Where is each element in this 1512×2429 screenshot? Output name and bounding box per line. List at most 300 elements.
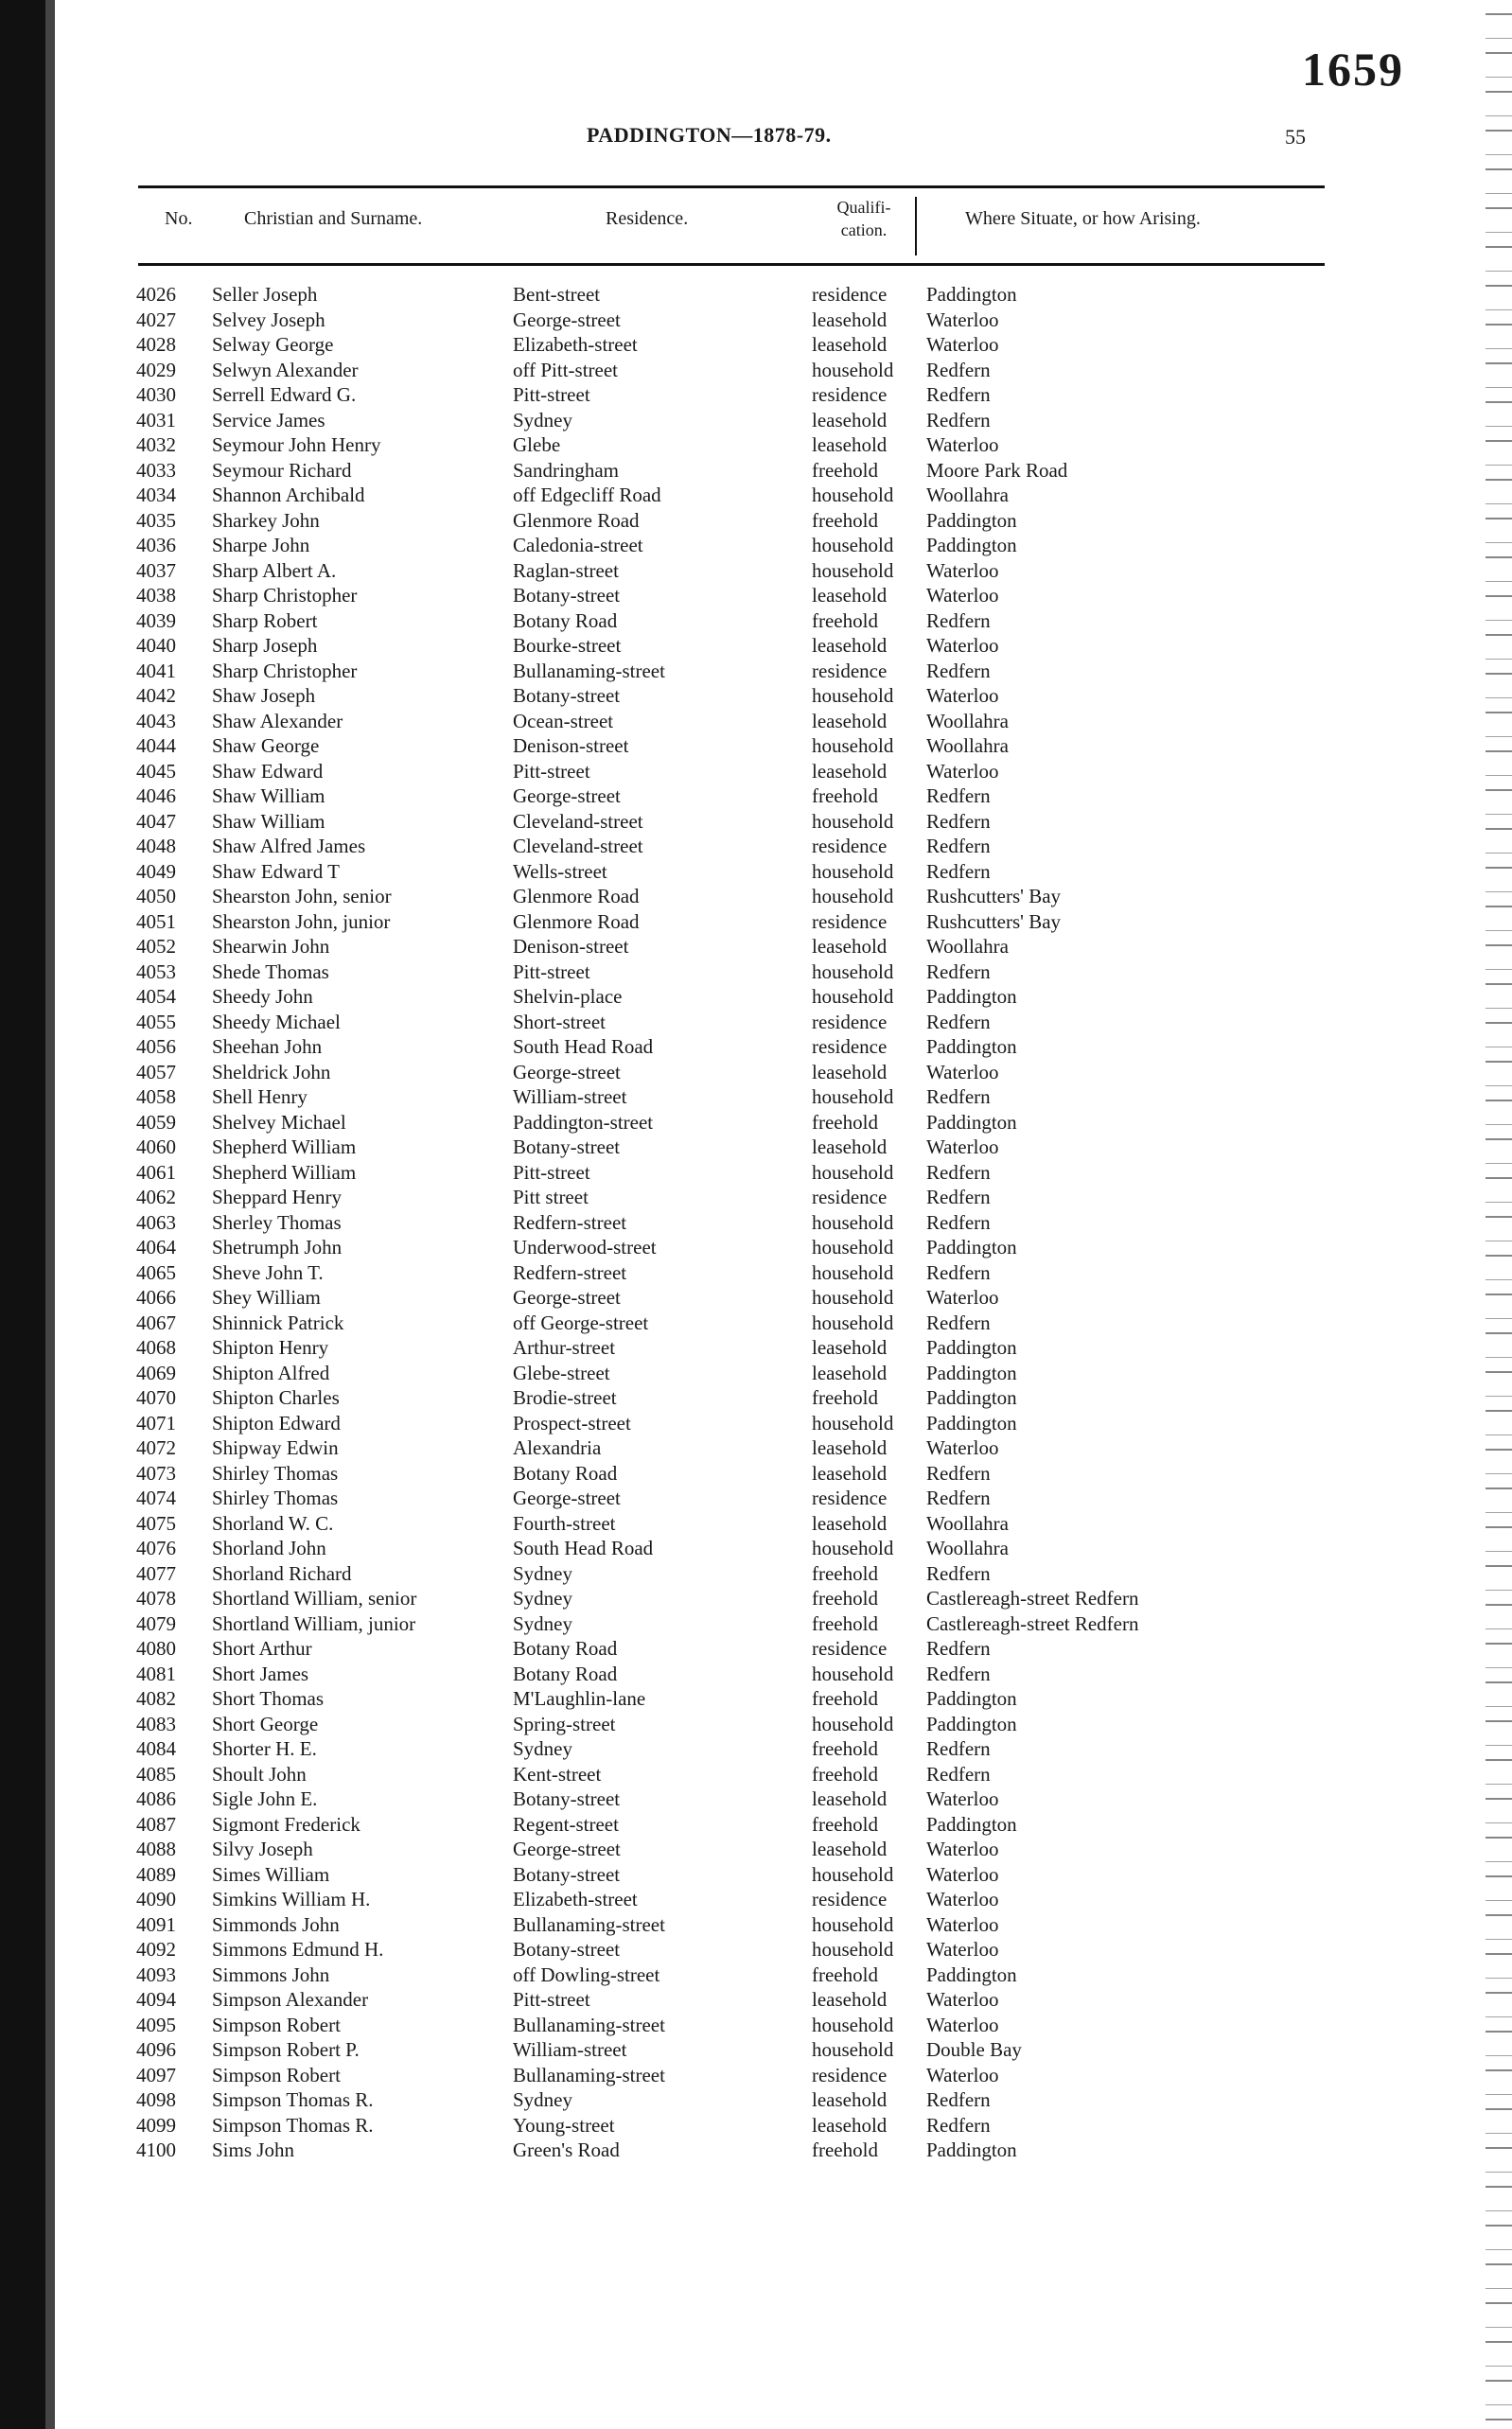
- entry-where-situate: Redfern: [926, 1186, 991, 1208]
- entry-number: 4085: [136, 1762, 176, 1786]
- entry-qualification: household: [812, 734, 894, 757]
- entry-qualification: household: [812, 1411, 894, 1435]
- entry-where-situate: Redfern: [926, 1210, 991, 1234]
- entry-qualification: freehold: [812, 458, 878, 482]
- entry-qualification: household: [812, 985, 894, 1008]
- entry-number: 4048: [136, 835, 176, 857]
- entry-name: Shipway Edwin: [212, 1436, 339, 1459]
- entry-where-situate: Paddington: [926, 1336, 1017, 1359]
- entry-number: 4081: [136, 1662, 176, 1685]
- entry-qualification: freehold: [812, 1762, 878, 1786]
- entry-qualification: residence: [812, 1035, 888, 1058]
- entry-residence: Sandringham: [513, 458, 619, 482]
- table-row: [95, 1611, 1325, 1637]
- entry-where-situate: Paddington: [926, 2139, 1017, 2161]
- entry-residence: Bullanaming-street: [513, 1912, 665, 1936]
- entry-qualification: leasehold: [812, 1988, 888, 2011]
- entry-where-situate: Double Bay: [926, 2038, 1022, 2061]
- table-row: [95, 834, 1325, 859]
- entry-where-situate: Rushcutters' Bay: [926, 909, 1062, 933]
- entry-where-situate: Redfern: [926, 859, 991, 883]
- table-row: [95, 2113, 1325, 2139]
- entry-name: Simmonds John: [212, 1912, 340, 1936]
- column-header-no: No.: [165, 208, 193, 229]
- entry-qualification: residence: [812, 1888, 888, 1910]
- entry-where-situate: Waterloo: [926, 1938, 999, 1961]
- table-row: [95, 1185, 1325, 1210]
- page-number: 55: [1285, 125, 1306, 149]
- entry-where-situate: Waterloo: [926, 1060, 999, 1083]
- entry-where-situate: Waterloo: [926, 634, 999, 657]
- entry-name: Shinnick Patrick: [212, 1311, 344, 1334]
- entry-residence: Regent-street: [513, 1812, 619, 1836]
- entry-qualification: household: [812, 1160, 894, 1184]
- entry-name: Short James: [212, 1662, 309, 1685]
- entry-qualification: household: [812, 1311, 894, 1334]
- table-row: [95, 1561, 1325, 1587]
- table-row: [95, 558, 1325, 584]
- entry-qualification: household: [812, 1938, 894, 1961]
- entry-qualification: residence: [812, 1487, 888, 1509]
- entry-name: Shirley Thomas: [212, 1461, 339, 1485]
- entry-number: 4087: [136, 1812, 176, 1836]
- entry-qualification: leasehold: [812, 1436, 888, 1459]
- table-row: [95, 1712, 1325, 1737]
- entry-where-situate: Woollahra: [926, 709, 1009, 732]
- entry-number: 4097: [136, 2063, 176, 2086]
- entry-where-situate: Woollahra: [926, 1537, 1009, 1559]
- table-row: [95, 1862, 1325, 1888]
- entry-residence: Sydney: [513, 1587, 572, 1610]
- table-row: [95, 483, 1325, 508]
- entry-where-situate: Redfern: [926, 2088, 991, 2111]
- entry-qualification: residence: [812, 659, 888, 682]
- entry-name: Shipton Alfred: [212, 1361, 330, 1384]
- entry-residence: Kent-street: [513, 1762, 602, 1786]
- table-row: [95, 1887, 1325, 1912]
- table-row: [95, 959, 1325, 985]
- entry-name: Sharp Christopher: [212, 659, 358, 682]
- entry-number: 4046: [136, 784, 176, 807]
- entry-residence: Glebe-street: [513, 1361, 610, 1384]
- table-row: [95, 709, 1325, 734]
- entry-name: Shirley Thomas: [212, 1487, 339, 1509]
- entry-qualification: leasehold: [812, 308, 888, 331]
- entry-number: 4074: [136, 1487, 176, 1509]
- column-header-where: Where Situate, or how Arising.: [965, 208, 1201, 229]
- table-row: [95, 432, 1325, 458]
- table-row: [95, 308, 1325, 333]
- entry-where-situate: Paddington: [926, 1812, 1017, 1836]
- entry-where-situate: Paddington: [926, 985, 1017, 1008]
- entry-residence: Botany-street: [513, 1938, 621, 1961]
- entry-number: 4062: [136, 1186, 176, 1208]
- entry-residence: off Dowling-street: [513, 1963, 660, 1986]
- entry-residence: Spring-street: [513, 1712, 616, 1735]
- entry-name: Service James: [212, 408, 325, 431]
- table-row: [95, 759, 1325, 784]
- table-row: [95, 809, 1325, 835]
- entry-number: 4075: [136, 1511, 176, 1535]
- entry-number: 4092: [136, 1938, 176, 1961]
- table-row: [95, 1736, 1325, 1762]
- entry-residence: Raglan-street: [513, 558, 619, 582]
- entry-where-situate: Redfern: [926, 1637, 991, 1660]
- entry-qualification: leasehold: [812, 2113, 888, 2137]
- entry-name: Shelvey Michael: [212, 1110, 346, 1134]
- table-row: [95, 633, 1325, 659]
- entry-number: 4061: [136, 1160, 176, 1184]
- entry-qualification: residence: [812, 1010, 888, 1033]
- entry-where-situate: Waterloo: [926, 1988, 999, 2011]
- page-edge: [1486, 0, 1512, 2429]
- table-row: [95, 859, 1325, 885]
- entry-name: Shorland W. C.: [212, 1511, 334, 1535]
- entry-where-situate: Waterloo: [926, 1862, 999, 1886]
- entry-residence: Botany Road: [513, 1662, 618, 1685]
- entry-name: Shaw Alfred James: [212, 835, 366, 857]
- entry-number: 4037: [136, 558, 176, 582]
- entry-residence: Pitt street: [513, 1186, 589, 1208]
- entry-name: Simpson Alexander: [212, 1988, 369, 2011]
- entry-name: Sharp Christopher: [212, 584, 358, 607]
- entry-name: Simpson Thomas R.: [212, 2088, 374, 2111]
- entry-name: Shannon Archibald: [212, 484, 365, 506]
- entry-number: 4054: [136, 985, 176, 1008]
- entry-number: 4056: [136, 1035, 176, 1058]
- entry-number: 4035: [136, 508, 176, 532]
- entry-where-situate: Moore Park Road: [926, 458, 1068, 482]
- entry-where-situate: Woollahra: [926, 1511, 1009, 1535]
- entry-where-situate: Paddington: [926, 1035, 1017, 1058]
- table-row: [95, 1160, 1325, 1186]
- entry-number: 4065: [136, 1260, 176, 1284]
- entry-qualification: leasehold: [812, 634, 888, 657]
- entry-residence: Elizabeth-street: [513, 1888, 638, 1910]
- entry-name: Shearston John, senior: [212, 885, 392, 907]
- entry-residence: Pitt-street: [513, 1988, 590, 2011]
- entry-number: 4030: [136, 383, 176, 406]
- table-row: [95, 583, 1325, 608]
- entry-where-situate: Waterloo: [926, 759, 999, 783]
- entry-number: 4084: [136, 1737, 176, 1760]
- entry-number: 4040: [136, 634, 176, 657]
- entry-where-situate: Redfern: [926, 1311, 991, 1334]
- entry-qualification: leasehold: [812, 1461, 888, 1485]
- table-row: [95, 332, 1325, 358]
- table-row: [95, 1511, 1325, 1537]
- entry-qualification: residence: [812, 383, 888, 406]
- entry-name: Shearston John, junior: [212, 909, 391, 933]
- entry-residence: Pitt-street: [513, 959, 590, 983]
- entry-residence: Ocean-street: [513, 709, 614, 732]
- folio-number: 1659: [1302, 43, 1404, 96]
- entry-qualification: leasehold: [812, 433, 888, 456]
- table-row: [95, 1084, 1325, 1110]
- table-row: [95, 1787, 1325, 1812]
- entry-where-situate: Redfern: [926, 835, 991, 857]
- entry-residence: Green's Road: [513, 2139, 620, 2161]
- entry-qualification: household: [812, 1862, 894, 1886]
- entry-name: Sheppard Henry: [212, 1186, 343, 1208]
- entry-qualification: household: [812, 1260, 894, 1284]
- entry-number: 4045: [136, 759, 176, 783]
- entry-residence: off George-street: [513, 1311, 649, 1334]
- entry-where-situate: Redfern: [926, 1561, 991, 1585]
- entry-number: 4090: [136, 1888, 176, 1910]
- entry-qualification: leasehold: [812, 408, 888, 431]
- entry-number: 4041: [136, 659, 176, 682]
- table-row: [95, 1361, 1325, 1386]
- entry-qualification: leasehold: [812, 584, 888, 607]
- entry-where-situate: Paddington: [926, 1386, 1017, 1409]
- entry-qualification: freehold: [812, 1963, 878, 1986]
- entry-residence: Caledonia-street: [513, 534, 643, 556]
- table-row: [95, 1010, 1325, 1035]
- entry-residence: Sydney: [513, 1561, 572, 1585]
- entry-qualification: household: [812, 1712, 894, 1735]
- entry-name: Seymour John Henry: [212, 433, 381, 456]
- entry-number: 4063: [136, 1210, 176, 1234]
- table-row: [95, 1135, 1325, 1160]
- table-row: [95, 458, 1325, 484]
- entry-where-situate: Paddington: [926, 1687, 1017, 1710]
- entry-where-situate: Paddington: [926, 508, 1017, 532]
- entry-name: Shipton Edward: [212, 1411, 341, 1435]
- electoral-roll-list: [95, 282, 1325, 2163]
- entry-number: 4067: [136, 1311, 176, 1334]
- entry-name: Shede Thomas: [212, 959, 329, 983]
- entry-number: 4050: [136, 885, 176, 907]
- entry-number: 4049: [136, 859, 176, 883]
- entry-name: Shorland John: [212, 1537, 326, 1559]
- entry-where-situate: Redfern: [926, 1737, 991, 1760]
- entry-name: Shorter H. E.: [212, 1737, 317, 1760]
- entry-qualification: residence: [812, 1186, 888, 1208]
- entry-residence: Glebe: [513, 433, 561, 456]
- entry-name: Shorland Richard: [212, 1561, 352, 1585]
- entry-residence: Botany-street: [513, 584, 621, 607]
- entry-name: Shearwin John: [212, 935, 330, 958]
- entry-where-situate: Redfern: [926, 2113, 991, 2137]
- entry-residence: Sydney: [513, 408, 572, 431]
- table-row: [95, 508, 1325, 534]
- entry-where-situate: Waterloo: [926, 2063, 999, 2086]
- entry-name: Seller Joseph: [212, 283, 318, 306]
- entry-residence: Arthur-street: [513, 1336, 616, 1359]
- entry-name: Simkins William H.: [212, 1888, 371, 1910]
- entry-residence: George-street: [513, 1487, 621, 1509]
- entry-residence: George-street: [513, 784, 621, 807]
- entry-residence: South Head Road: [513, 1537, 654, 1559]
- entry-residence: William-street: [513, 2038, 627, 2061]
- table-row: [95, 358, 1325, 383]
- table-row: [95, 1385, 1325, 1411]
- entry-name: Simmons John: [212, 1963, 330, 1986]
- entry-name: Sherley Thomas: [212, 1210, 342, 1234]
- entry-name: Serrell Edward G.: [212, 383, 357, 406]
- entry-residence: Botany-street: [513, 1787, 621, 1810]
- entry-number: 4076: [136, 1537, 176, 1559]
- entry-qualification: residence: [812, 283, 888, 306]
- entry-residence: Sydney: [513, 2088, 572, 2111]
- entry-residence: Botany Road: [513, 1637, 618, 1660]
- entry-number: 4036: [136, 534, 176, 556]
- entry-name: Simpson Robert: [212, 2013, 341, 2036]
- entry-qualification: freehold: [812, 1687, 878, 1710]
- entry-residence: Young-street: [513, 2113, 615, 2137]
- entry-where-situate: Redfern: [926, 1487, 991, 1509]
- entry-name: Selvey Joseph: [212, 308, 325, 331]
- entry-qualification: freehold: [812, 508, 878, 532]
- entry-number: 4079: [136, 1611, 176, 1635]
- entry-residence: off Edgecliff Road: [513, 484, 661, 506]
- entry-name: Sheve John T.: [212, 1260, 324, 1284]
- entry-qualification: household: [812, 1537, 894, 1559]
- table-row: [95, 1536, 1325, 1561]
- table-row: [95, 382, 1325, 408]
- entry-name: Shipton Charles: [212, 1386, 340, 1409]
- table-row: [95, 783, 1325, 809]
- entry-name: Simpson Thomas R.: [212, 2113, 374, 2137]
- entry-qualification: household: [812, 2038, 894, 2061]
- table-row: [95, 2013, 1325, 2038]
- table-row: [95, 1912, 1325, 1938]
- entry-number: 4095: [136, 2013, 176, 2036]
- entry-residence: Sydney: [513, 1737, 572, 1760]
- entry-residence: Pitt-street: [513, 383, 590, 406]
- entry-where-situate: Waterloo: [926, 584, 999, 607]
- entry-residence: George-street: [513, 308, 621, 331]
- entry-where-situate: Paddington: [926, 534, 1017, 556]
- entry-name: Shaw George: [212, 734, 320, 757]
- spine-edge: [45, 0, 55, 2429]
- entry-qualification: leasehold: [812, 1135, 888, 1158]
- entry-where-situate: Waterloo: [926, 1787, 999, 1810]
- entry-number: 4042: [136, 684, 176, 707]
- entry-qualification: freehold: [812, 1561, 878, 1585]
- entry-number: 4078: [136, 1587, 176, 1610]
- entry-where-situate: Woollahra: [926, 734, 1009, 757]
- entry-number: 4093: [136, 1963, 176, 1986]
- table-row: [95, 1034, 1325, 1060]
- entry-qualification: household: [812, 484, 894, 506]
- entry-number: 4096: [136, 2038, 176, 2061]
- entry-name: Shepherd William: [212, 1160, 357, 1184]
- entry-name: Sharpe John: [212, 534, 310, 556]
- entry-where-situate: Redfern: [926, 959, 991, 983]
- entry-where-situate: Woollahra: [926, 935, 1009, 958]
- table-row: [95, 2037, 1325, 2063]
- entry-residence: Brodie-street: [513, 1386, 617, 1409]
- entry-where-situate: Redfern: [926, 1662, 991, 1685]
- entry-name: Shaw Edward T: [212, 859, 340, 883]
- entry-name: Shaw Alexander: [212, 709, 343, 732]
- entry-residence: George-street: [513, 1838, 621, 1860]
- entry-number: 4077: [136, 1561, 176, 1585]
- entry-qualification: household: [812, 2013, 894, 2036]
- entry-qualification: household: [812, 859, 894, 883]
- entry-name: Simpson Robert: [212, 2063, 341, 2086]
- entry-residence: Cleveland-street: [513, 835, 643, 857]
- entry-where-situate: Paddington: [926, 1110, 1017, 1134]
- entry-number: 4082: [136, 1687, 176, 1710]
- entry-number: 4066: [136, 1286, 176, 1309]
- entry-number: 4098: [136, 2088, 176, 2111]
- entry-number: 4070: [136, 1386, 176, 1409]
- entry-qualification: leasehold: [812, 709, 888, 732]
- entry-where-situate: Castlereagh-street Redfern: [926, 1587, 1139, 1610]
- entry-where-situate: Waterloo: [926, 1286, 999, 1309]
- entry-name: Short Thomas: [212, 1687, 325, 1710]
- entry-residence: Fourth-street: [513, 1511, 616, 1535]
- entry-number: 4080: [136, 1637, 176, 1660]
- entry-qualification: freehold: [812, 608, 878, 632]
- entry-where-situate: Waterloo: [926, 1436, 999, 1459]
- entry-residence: Denison-street: [513, 935, 629, 958]
- entry-qualification: freehold: [812, 1110, 878, 1134]
- entry-number: 4033: [136, 458, 176, 482]
- entry-residence: Botany-street: [513, 1862, 621, 1886]
- entry-number: 4053: [136, 959, 176, 983]
- entry-qualification: freehold: [812, 1812, 878, 1836]
- entry-name: Shepherd William: [212, 1135, 357, 1158]
- entry-residence: Alexandria: [513, 1436, 602, 1459]
- entry-name: Sharp Robert: [212, 608, 318, 632]
- entry-number: 4091: [136, 1912, 176, 1936]
- entry-qualification: freehold: [812, 1611, 878, 1635]
- entry-name: Shaw William: [212, 784, 325, 807]
- entry-number: 4083: [136, 1712, 176, 1735]
- entry-number: 4039: [136, 608, 176, 632]
- entry-name: Simes William: [212, 1862, 330, 1886]
- entry-where-situate: Redfern: [926, 1160, 991, 1184]
- table-row: [95, 1461, 1325, 1487]
- entry-qualification: leasehold: [812, 1838, 888, 1860]
- entry-residence: Redfern-street: [513, 1210, 627, 1234]
- entry-number: 4100: [136, 2139, 176, 2161]
- entry-qualification: residence: [812, 1637, 888, 1660]
- entry-name: Short Arthur: [212, 1637, 312, 1660]
- entry-residence: Glenmore Road: [513, 885, 640, 907]
- entry-qualification: household: [812, 1286, 894, 1309]
- header-rule-bottom: [138, 263, 1325, 266]
- entry-where-situate: Castlereagh-street Redfern: [926, 1611, 1139, 1635]
- table-row: [95, 1411, 1325, 1436]
- entry-where-situate: Rushcutters' Bay: [926, 885, 1062, 907]
- entry-number: 4089: [136, 1862, 176, 1886]
- entry-name: Sharp Joseph: [212, 634, 318, 657]
- entry-qualification: freehold: [812, 2139, 878, 2161]
- entry-number: 4044: [136, 734, 176, 757]
- entry-qualification: leasehold: [812, 1336, 888, 1359]
- table-row: [95, 884, 1325, 909]
- entry-qualification: household: [812, 358, 894, 381]
- entry-name: Shaw Joseph: [212, 684, 316, 707]
- entry-where-situate: Waterloo: [926, 333, 999, 356]
- entry-name: Sims John: [212, 2139, 294, 2161]
- entry-number: 4088: [136, 1838, 176, 1860]
- entry-residence: Sydney: [513, 1611, 572, 1635]
- qualification-header-line2: cation.: [840, 220, 888, 239]
- table-row: [95, 1311, 1325, 1336]
- table-row: [95, 659, 1325, 684]
- entry-name: Short George: [212, 1712, 319, 1735]
- entry-qualification: freehold: [812, 784, 878, 807]
- entry-where-situate: Redfern: [926, 383, 991, 406]
- entry-residence: Bent-street: [513, 283, 601, 306]
- entry-name: Shortland William, senior: [212, 1587, 417, 1610]
